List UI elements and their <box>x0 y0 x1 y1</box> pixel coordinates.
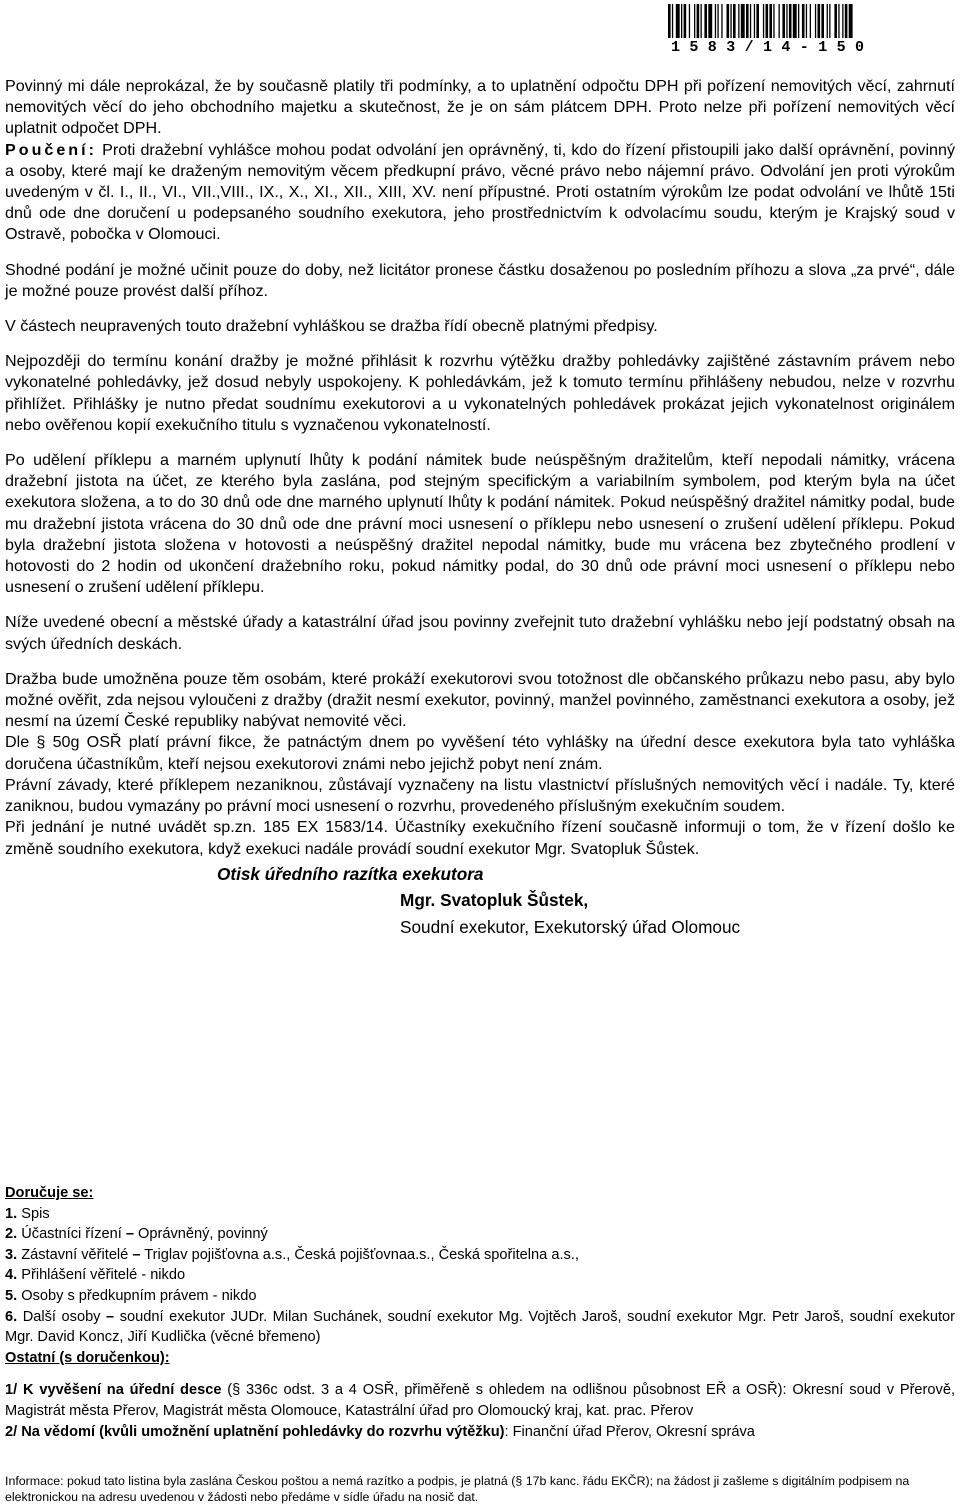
barcode-bar <box>834 4 837 38</box>
barcode-bar <box>715 4 716 38</box>
barcode-bars <box>668 4 930 38</box>
notice-text: : Finanční úřad Přerov, Okresní správa <box>504 1423 755 1440</box>
barcode-bar <box>782 4 785 38</box>
barcode-bar <box>727 4 730 38</box>
delivery-text: Přihlášení věřitelé - nikdo <box>17 1267 186 1284</box>
paragraph-claims: Nejpozději do termínu konání dražby je možné přihlásit k rozvrhu výtěžku dražby pohledávky zajištěné zástavním právem nebo vykonatelné pohledávky, jež dosud nebyly uspokojeny. K pohledávkám, jež k tomuto termínu přihlášeny nebudou, nelze v rozvrhu přihlížet. Přihlášky je nutno předat soudnímu exekutorovi a u vykonatelných pohledávek prokázat jejich vykonatelnost originálem nebo ověřenou kopií exekučního titulu s vyznačenou vykonatelností. <box>5 352 955 434</box>
document-body <box>5 76 955 939</box>
delivery-rest: soudní exekutor JUDr. Milan Suchánek, soudní exekutor Mg. Vojtěch Jaroš, soudní exekutor Mgr. Petr Jaroš, soudní exekutor Mgr. David Koncz, Jiří Kudlička (věcné břemeno) <box>5 1308 955 1346</box>
stamp-line: Otisk úředního razítka exekutora <box>217 863 484 884</box>
barcode-bar <box>802 4 805 38</box>
barcode-bar <box>756 4 759 38</box>
barcode-bar <box>806 4 807 38</box>
barcode-bar <box>750 4 751 38</box>
barcode-bar <box>676 4 680 38</box>
barcode-bar <box>827 4 828 38</box>
barcode-bar <box>763 4 764 38</box>
paragraph-deposit: Po udělení příklepu a marném uplynutí lhůty k podání námitek bude neúspěšným dražitelům, kteří nepodali námitky, vrácena dražební jistota na účet, ze kterého byla zaslána, pod stejným specifickým a variabilním symbolem, pod kterým byla na účet exekutora složena, a to do 30 dnů ode dne marného uplynutí lhůty k podání námitek. Pokud neúspěšný dražitel námitky podal, bude mu dražební jistota vrácena do 30 dnů ode dne právní moci usnesení o příklepu nebo usnesení o zrušení udělení příklepu. Pokud byla dražební jistota složena v hotovosti a neúspěšný dražitel nepodal námitky, bude mu vrácena bez zbytečného prodlení v hotovosti do 2 hodin od ukončení dražebního roku, pokud námitky podal, do 30 dnů ode právní moci usnesení o příklepu nebo usnesení o zrušení udělení příklepu. <box>5 451 955 597</box>
barcode-bar <box>741 4 745 38</box>
barcode-bar <box>689 4 690 38</box>
barcode-bar <box>789 4 792 38</box>
delivery-num: 6. <box>5 1308 18 1325</box>
notice-paragraph <box>5 1422 955 1443</box>
paragraph-identity: Dražba bude umožněna pouze těm osobám, které prokáží exekutorovi svou totožnost dle občanského průkazu nebo pasu, aby bylo možné ověřit, zda nejsou vyloučeni z dražby (dražit nesmí exekutor, povinný, manžel povinného, zaměstnanci exekutora a osoby, jež nesmí na území České republiky nabývat nemovité věci. <box>5 669 955 731</box>
paragraph-regulations: V částech neupravených touto dražební vyhláškou se dražba řídí obecně platnými předpisy. <box>5 317 658 336</box>
others-heading: Ostatní (s doručenkou): <box>5 1349 170 1366</box>
barcode-bar <box>818 4 821 38</box>
barcode-bar <box>697 4 700 38</box>
signatory-role: Soudní exekutor, Exekutorský úřad Olomouc <box>400 916 741 937</box>
posting-label: 1/ K vyvěšení na úřední desce <box>5 1382 222 1399</box>
barcode-bar <box>829 4 830 38</box>
barcode-bar <box>733 4 736 38</box>
barcode-bar <box>838 4 839 38</box>
paragraph-offices: Níže uvedené obecní a městské úřady a katastrální úřad jsou povinny zveřejnit tuto dražební vyhlášku nebo její podstatný obsah na svých úředních deskách. <box>5 613 955 653</box>
footer-note <box>5 1473 955 1505</box>
barcode-number: 1583/14-150 <box>671 39 874 56</box>
barcode-bar <box>849 4 853 38</box>
delivery-text: Účastníci řízení <box>17 1226 126 1243</box>
delivery-num: 2. <box>5 1226 18 1243</box>
delivery-text: Zástavní věřitelé <box>17 1246 133 1263</box>
delivery-item-6 <box>5 1307 955 1348</box>
paragraph-vat: Povinný mi dále neprokázal, že by současně platily tři podmínky, a to uplatnění odpočtu DPH při pořízení nemovitých věcí, zahrnutí nemovitých věcí do jeho obchodního majetku a skutečnost, že je on sám plátcem DPH. Proto nelze při pořízení nemovitých věcí uplatnit odpočet DPH. <box>5 77 955 138</box>
instruction-text-c: Proti ostatním výrokům lze podat odvolání ve lhůtě 15ti dnů ode dne doručení u podepsaného soudního exekutora, jeho prostřednictvím k odvolacímu soudu, kterým je Krajský soud v Ostravě, pobočka v Olomouci. <box>5 183 955 244</box>
barcode-bar <box>769 4 772 38</box>
barcode-bar <box>668 4 671 38</box>
barcode-bar <box>684 4 687 38</box>
delivery-item-5 <box>5 1286 955 1307</box>
delivery-text: Osoby s předkupním právem - nikdo <box>17 1287 257 1304</box>
delivery-dash: – <box>106 1308 115 1325</box>
barcode-bar <box>815 4 816 38</box>
footer-info: Informace: pokud tato listina byla zaslána Českou poštou a nemá razítko a podpis, je platná (§ 17b kanc. řádu EKČR); na žádost ji zašleme s digitálním podpisem na elektronickou na adresu uvedenou v žádosti nebo předáme v sídle úřadu na nosič dat. <box>5 1474 910 1504</box>
barcode-bar <box>842 4 843 38</box>
instruction-text-b: není přípustné. <box>441 183 551 202</box>
barcode-bar <box>701 4 702 38</box>
delivery-text: Spis <box>17 1205 50 1222</box>
posting-text: (§ 336c odst. 3 a 4 OSŘ, přiměřeně s ohledem na odlišnou působnost EŘ a OSŘ): <box>221 1382 787 1399</box>
barcode-bar <box>793 4 797 38</box>
barcode-bar <box>730 4 731 38</box>
delivery-num: 4. <box>5 1267 18 1284</box>
delivery-rest: Oprávněný, povinný <box>133 1226 268 1243</box>
delivery-text: Další osoby <box>17 1308 107 1325</box>
barcode-bar <box>754 4 755 38</box>
barcode-bar <box>681 4 682 38</box>
barcode-bar <box>694 4 695 38</box>
delivery-num: 1. <box>5 1205 18 1222</box>
barcode-bar <box>708 4 712 38</box>
delivery-heading: Doručuje se: <box>5 1185 94 1201</box>
posting-rest: Okresní soud v Přerově, Magistrát města Přerov, Magistrát města Olomouce, Katastrální úřad pro Olomoucký kraj, kat. prac. Přerov <box>5 1382 955 1419</box>
delivery-dash: – <box>132 1246 141 1263</box>
barcode-bar <box>786 4 787 38</box>
barcode-bar <box>821 4 824 38</box>
barcode-bar <box>746 4 749 38</box>
paragraph-encumbrances: Právní závady, které příklepem nezaniknou, zůstávají vyznačeny na listu vlastnictví příslušných nemovitých věcí i nadále. Ty, které zaniknou, budou vymazány po právní moci usnesení o rozvrhu, provedeného příslušným exekučním soudem. <box>5 775 955 816</box>
paragraph-same-bid: Shodné podání je možné učinit pouze do doby, než licitátor pronese částku dosaženou po posledním příhozu a slova „za prvé“, dále je možné pouze provést další příhoz. <box>5 260 955 300</box>
delivery-item-3 <box>5 1245 955 1266</box>
signatory-name: Mgr. Svatopluk Šůstek, <box>400 889 589 910</box>
barcode-bar <box>717 4 718 38</box>
barcode-bar <box>721 4 722 38</box>
delivery-dash: – <box>125 1226 134 1243</box>
delivery-item-2 <box>5 1224 955 1245</box>
barcode-bar <box>773 4 774 38</box>
barcode-bar <box>810 4 811 38</box>
barcode-bar <box>798 4 799 38</box>
barcode-bar <box>672 4 673 38</box>
barcode-bar <box>845 4 848 38</box>
barcode-bar <box>766 4 769 38</box>
barcode <box>668 4 930 56</box>
barcode-bar <box>779 4 780 38</box>
paragraph-instruction <box>5 140 955 246</box>
delivery-section <box>5 1183 955 1442</box>
barcode-bar <box>704 4 707 38</box>
instruction-text-a: Proti dražební vyhlášce mohou podat odvolání jen oprávněný, ti, kdo do řízení přistoupili jako další oprávnění, povinný a osoby, které mají ke draženým nemovitým věcem předkupní právo, věcné právo nebo nájemní právo. Odvolání jen proti výrokům uvedeným v čl. I., II., VI., VII.,VIII., IX., X., XI., XII., XIII, XV. <box>5 140 955 202</box>
barcode-bar <box>738 4 739 38</box>
delivery-item-1 <box>5 1204 955 1225</box>
delivery-num: 3. <box>5 1246 18 1263</box>
delivery-num: 5. <box>5 1287 18 1304</box>
instruction-label: Poučení: <box>5 140 97 159</box>
notice-label: 2/ Na vědomí (kvůli umožnění uplatnění pohledávky do rozvrhu výtěžku) <box>5 1423 505 1440</box>
delivery-rest: Triglav pojišťovna a.s., Česká pojišťovnaa.s., Česká spořitelna a.s., <box>140 1246 579 1263</box>
paragraph-reference: Při jednání je nutné uvádět sp.zn. 185 EX 1583/14. Účastníky exekučního řízení současně informuji o tom, že v řízení došlo ke změně soudního exekutora, když exekuci nadále provádí soudní exekutor Mgr. Svatopluk Šůstek. <box>5 818 955 858</box>
paragraph-fiction: Dle § 50g OSŘ platí právní fikce, že patnáctým dnem po vyvěšení této vyhlášky na úřední desce exekutora byla tato vyhláška doručena účastníkům, kteří nejsou exekutorovi známi nebo jejichž pobyt není znám. <box>5 733 955 773</box>
delivery-item-4 <box>5 1265 955 1286</box>
posting-paragraph <box>5 1380 955 1421</box>
